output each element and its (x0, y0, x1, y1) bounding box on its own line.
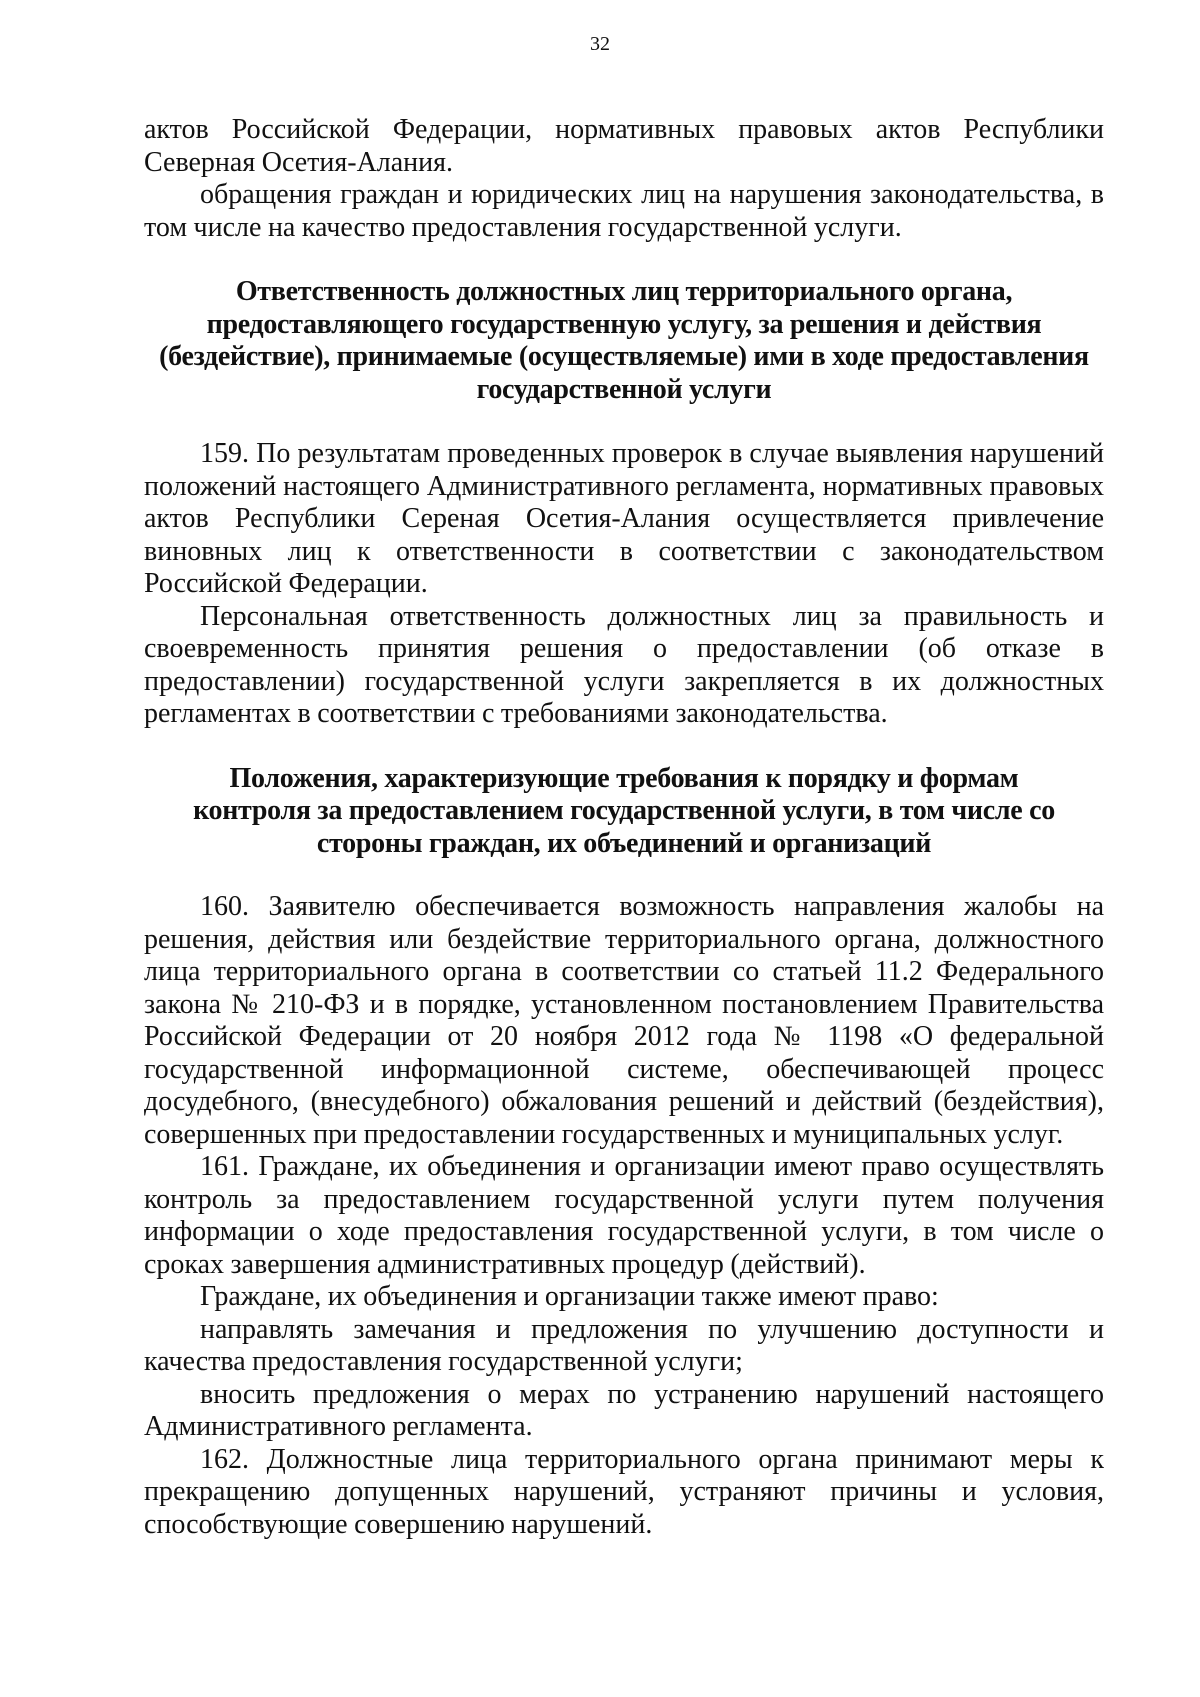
right-paragraph: вносить предложения о мерах по устранению нарушений настоящего Административного регламента. (144, 1378, 1104, 1442)
personal-responsibility-paragraph: Персональная ответственность должностных лиц за правильность и своевременность принятия решения о предоставлении (об отказе в предоставлении) государственной услуги закрепляется в их должностных регламентах в соответствии с требованиями законодательства. (144, 600, 1104, 729)
heading-line: предоставляющего государственную услугу, за решения и действия (206, 308, 1042, 340)
appeals-paragraph: обращения граждан и юридических лиц на нарушения законодательства, в том числе на качество предоставления государственной услуги. (144, 179, 1104, 243)
continuation-paragraph: актов Российской Федерации, нормативных правовых актов Республики Северная Осетия-Алания. (144, 114, 1104, 178)
paragraph-159: 159. По результатам проведенных проверок в случае выявления нарушений положений настоящего Административного регламента, нормативных правовых актов Республики Сереная Осетия-Алания осуществляется привлечение виновных лиц к ответственности в соответствии с законодательством Российской Федерации. (144, 438, 1104, 599)
heading-line: (бездействие), принимаемые (осуществляемые) ими в ходе предоставления (159, 341, 1089, 372)
rights-intro-paragraph: Граждане, их объединения и организации также имеют право: (200, 1281, 939, 1312)
page-number: 32 (590, 33, 610, 55)
heading-line: стороны граждан, их объединений и организаций (316, 827, 932, 859)
heading-line: контроля за предоставлением государственной услуги, в том числе со (193, 795, 1055, 826)
document-body (144, 114, 1104, 1541)
responsibility-heading (144, 276, 1104, 406)
heading-line: Положения, характеризующие требования к порядку и формам (229, 762, 1019, 794)
right-paragraph: направлять замечания и предложения по улучшению доступности и качества предоставления государственной услуги; (144, 1313, 1104, 1377)
paragraph-160: 160. Заявителю обеспечивается возможность направления жалобы на решения, действия или бездействие территориального органа, должностного лица территориального органа в соответствии со статьей 11.2 Федерального закона № 210-ФЗ и в порядке, установленном постановлением Правительства Российской Федерации от 20 ноября 2012 года № 1198 «О федеральной государственной информационной системе, обеспечивающей процесс досудебного, (внесудебного) обжалования решений и действий (бездействия), совершенных при предоставлении государственных и муниципальных услуг. (144, 891, 1104, 1150)
heading-line: Ответственность должностных лиц территориального органа, (235, 276, 1013, 307)
paragraph-161: 161. Граждане, их объединения и организации имеют право осуществлять контроль за предоставлением государственной услуги путем получения информации о ходе предоставления государственной услуги, в том числе о сроках завершения административных процедур (действий). (144, 1151, 1104, 1280)
control-heading (144, 763, 1104, 861)
heading-line: государственной услуги (476, 373, 772, 405)
paragraph-162: 162. Должностные лица территориального органа принимают меры к прекращению допущенных нарушений, устраняют причины и условия, способствующие совершению нарушений. (144, 1443, 1104, 1540)
